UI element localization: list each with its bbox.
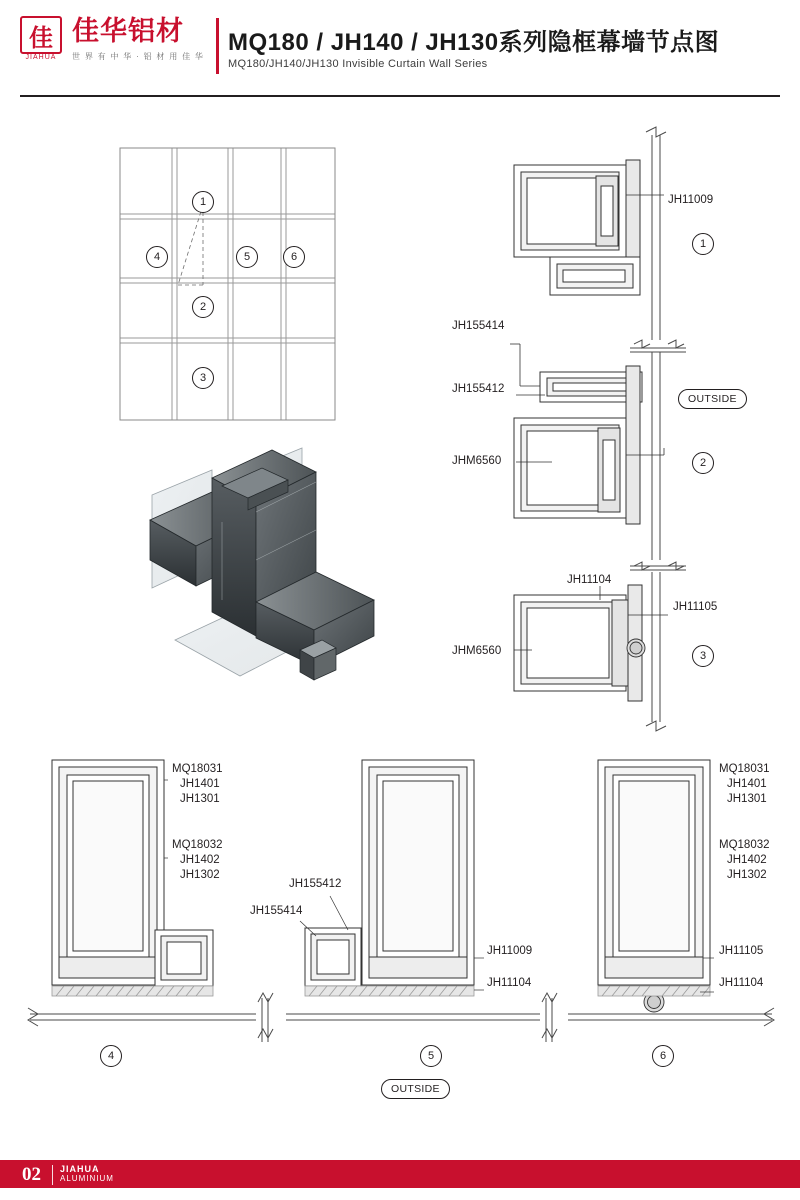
bottom-callout-6 [652,1045,674,1067]
footer-separator [52,1165,53,1185]
part-label-jhm6560-1: JHM6560 [452,455,502,467]
callout-label: 5 [427,1050,435,1062]
callout-label: 2 [199,301,207,313]
callout-label: 1 [199,196,207,208]
callout-label: 4 [153,251,161,263]
part-label-jh1401-left: JH1401 [180,778,220,790]
part-label-jh11009-1: JH11009 [668,194,714,206]
bottom-callout-4 [100,1045,122,1067]
part-label-mq18032-right: MQ18032 [719,839,770,851]
part-label-mq18032-left: MQ18032 [172,839,223,851]
part-label-jh155412-2: JH155412 [289,878,342,890]
part-label-jh1402-left: JH1402 [180,854,220,866]
footer-brand-line1: JIAHUA [60,1164,100,1174]
logo-slogan: 世 界 有 中 华 · 铝 材 用 佳 华 [72,52,205,61]
part-label-jh11105-1: JH11105 [673,601,718,613]
bottom-callout-5 [420,1045,442,1067]
part-label-mq18031-left: MQ18031 [172,763,223,775]
page-footer [0,1148,800,1200]
callout-label: 3 [199,372,207,384]
callout-label: 4 [107,1050,115,1062]
page-number: 02 [22,1164,41,1185]
logo-company-name: 佳华铝材 [72,16,184,46]
part-label-jh11104-2: JH11104 [487,977,532,989]
part-label-jh1302-left: JH1302 [180,869,220,881]
callout-label: 1 [699,238,707,250]
outside-text: OUTSIDE [688,393,737,405]
part-label-jh1301-right: JH1301 [727,793,767,805]
part-label-jh1402-right: JH1402 [727,854,767,866]
logo-mark-sub: JIAHUA [25,54,57,61]
part-label-jh1302-right: JH1302 [727,869,767,881]
part-label-jh1401-right: JH1401 [727,778,767,790]
part-label-jh11009-2: JH11009 [487,945,533,957]
part-label-mq18031-right: MQ18031 [719,763,770,775]
part-label-jh1301-left: JH1301 [180,793,220,805]
callout-label: 3 [699,650,707,662]
part-label-jh11105-2: JH11105 [719,945,764,957]
part-label-jh155412-1: JH155412 [452,383,505,395]
footer-brand-line2: ALUMINIUM [60,1174,114,1183]
outside-text: OUTSIDE [391,1083,440,1095]
callout-label: 6 [659,1050,667,1062]
outside-label-bottom [381,1079,450,1099]
callout-label: 2 [699,457,707,469]
callout-label: 5 [243,251,251,263]
part-label-jh11104-3: JH11104 [719,977,764,989]
part-label-jh155414-2: JH155414 [250,905,303,917]
part-label-jh155414-1: JH155414 [452,320,505,332]
part-label-jhm6560-2: JHM6560 [452,645,502,657]
page-subtitle: MQ180/JH140/JH130 Invisible Curtain Wall Series [228,58,488,70]
footer-bar [0,1160,800,1188]
page-title: MQ180 / JH140 / JH130系列隐框幕墙节点图 [228,29,720,56]
callout-label: 6 [290,251,298,263]
part-label-jh11104-1: JH11104 [567,574,612,586]
logo-mark-glyph: 佳 [29,25,53,52]
